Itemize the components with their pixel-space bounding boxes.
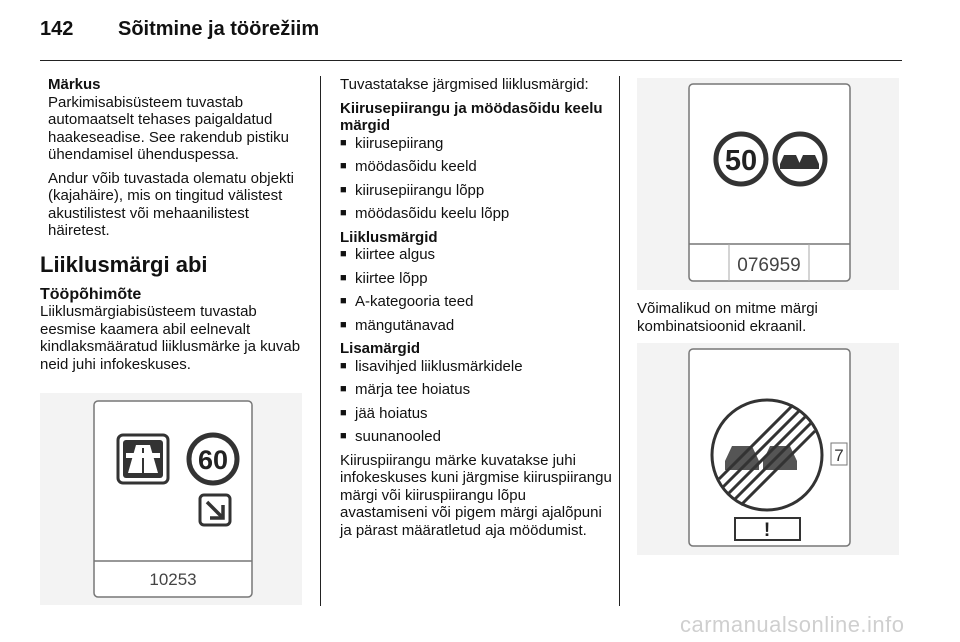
figure-end-no-overtaking bbox=[637, 343, 899, 555]
group-additional-heading: Lisamärgid bbox=[340, 340, 421, 357]
subsection-heading: Tööpõhimõte bbox=[40, 285, 142, 303]
side-digit-icon bbox=[831, 443, 847, 465]
display-frame bbox=[689, 84, 850, 281]
figure-3-graphic bbox=[637, 343, 899, 555]
list-item: ■ jää hoiatus bbox=[340, 405, 615, 423]
figure-1-graphic bbox=[40, 393, 302, 605]
list-item: ■ suunanooled bbox=[340, 428, 615, 446]
column-divider-2 bbox=[619, 76, 620, 606]
list-item: ■ möödasõidu keelu lõpp bbox=[340, 205, 615, 223]
speed-limit-number: 50 bbox=[724, 145, 758, 177]
list-item: ■ kiirusepiirang bbox=[340, 135, 615, 153]
note-text: Parkimisabisüsteem tuvastab automaatselt tehases paigaldatud haakeseadise. See rakendub pistiku ühendamisel ühenduspessa. bbox=[48, 93, 289, 163]
note-label: Märkus bbox=[48, 76, 101, 93]
column-3-caption bbox=[637, 300, 907, 341]
page-header bbox=[0, 0, 960, 62]
direction-arrow-icon bbox=[200, 495, 230, 525]
speed-limit-number: 60 bbox=[197, 445, 229, 475]
group-road-signs-heading: Liiklusmärgid bbox=[340, 228, 438, 246]
figure-speed-no-overtaking bbox=[637, 78, 899, 290]
page-number: 142 bbox=[40, 18, 74, 40]
figure-2-graphic bbox=[637, 78, 899, 290]
figure-motorway-speed-sign bbox=[40, 393, 302, 605]
side-digit: 7 bbox=[834, 446, 844, 465]
list-item: ■ kiirtee lõpp bbox=[340, 270, 615, 288]
subsection-text: Liiklusmärgiabisüsteem tuvastab eesmise kaamera abil eelnevalt kindlaksmääratud liiklusmärke ja kuvab neid juhi infokeskuses. bbox=[40, 303, 301, 373]
figure-caption: Võimalikud on mitme märgi kombinatsioonid ekraanil. bbox=[637, 300, 818, 335]
list-item: ■ lisavihjed liiklusmärkidele bbox=[340, 358, 615, 376]
no-overtaking-icon bbox=[775, 134, 825, 184]
section-heading: Liiklusmärgi abi bbox=[40, 251, 208, 277]
note-paragraph: Andur võib tuvastada olematu objekti (kajahäire), mis on tingitud välistest akustilistest või mehaanilistest häiretest. bbox=[48, 169, 294, 239]
list-item: ■ möödasõidu keeld bbox=[340, 158, 615, 176]
list-item: ■ mängutänavad bbox=[340, 317, 615, 335]
column-divider-1 bbox=[320, 76, 321, 606]
list-item: ■ kiirusepiirangu lõpp bbox=[340, 182, 615, 200]
list-item: ■ märja tee hoiatus bbox=[340, 381, 615, 399]
column-1 bbox=[40, 76, 308, 379]
supplementary-panel-text: ! bbox=[763, 520, 771, 541]
list-item: ■ kiirtee algus bbox=[340, 246, 615, 264]
motorway-icon bbox=[118, 435, 168, 483]
group-road-signs-list bbox=[340, 246, 615, 334]
closing-text: Kiiruspiirangu märke kuvatakse juhi infokeskuses kuni järgmise kiiruspiirangu märgi või kiiruspiirangu lõpu avastamiseni või pigem märgi ajalõpuni ja pärast määratletud aja möödumist. bbox=[340, 451, 612, 539]
column-2 bbox=[340, 76, 615, 545]
group-speed-overtaking-heading: Kiirusepiirangu ja möödasõidu keelu märgid bbox=[340, 99, 603, 134]
header-rule bbox=[40, 60, 902, 61]
watermark: carmanualsonline.info bbox=[680, 612, 905, 637]
figure-code: 076959 bbox=[737, 255, 801, 276]
group-speed-overtaking-list bbox=[340, 135, 615, 223]
page-title: Sõitmine ja töörežiim bbox=[118, 18, 320, 40]
end-no-overtaking-icon bbox=[712, 400, 822, 510]
group-additional-list bbox=[340, 358, 615, 446]
intro-text: Tuvastatakse järgmised liiklusmärgid: bbox=[340, 76, 589, 93]
figure-code: 10253 bbox=[149, 570, 197, 589]
list-item: ■ A-kategooria teed bbox=[340, 293, 615, 311]
